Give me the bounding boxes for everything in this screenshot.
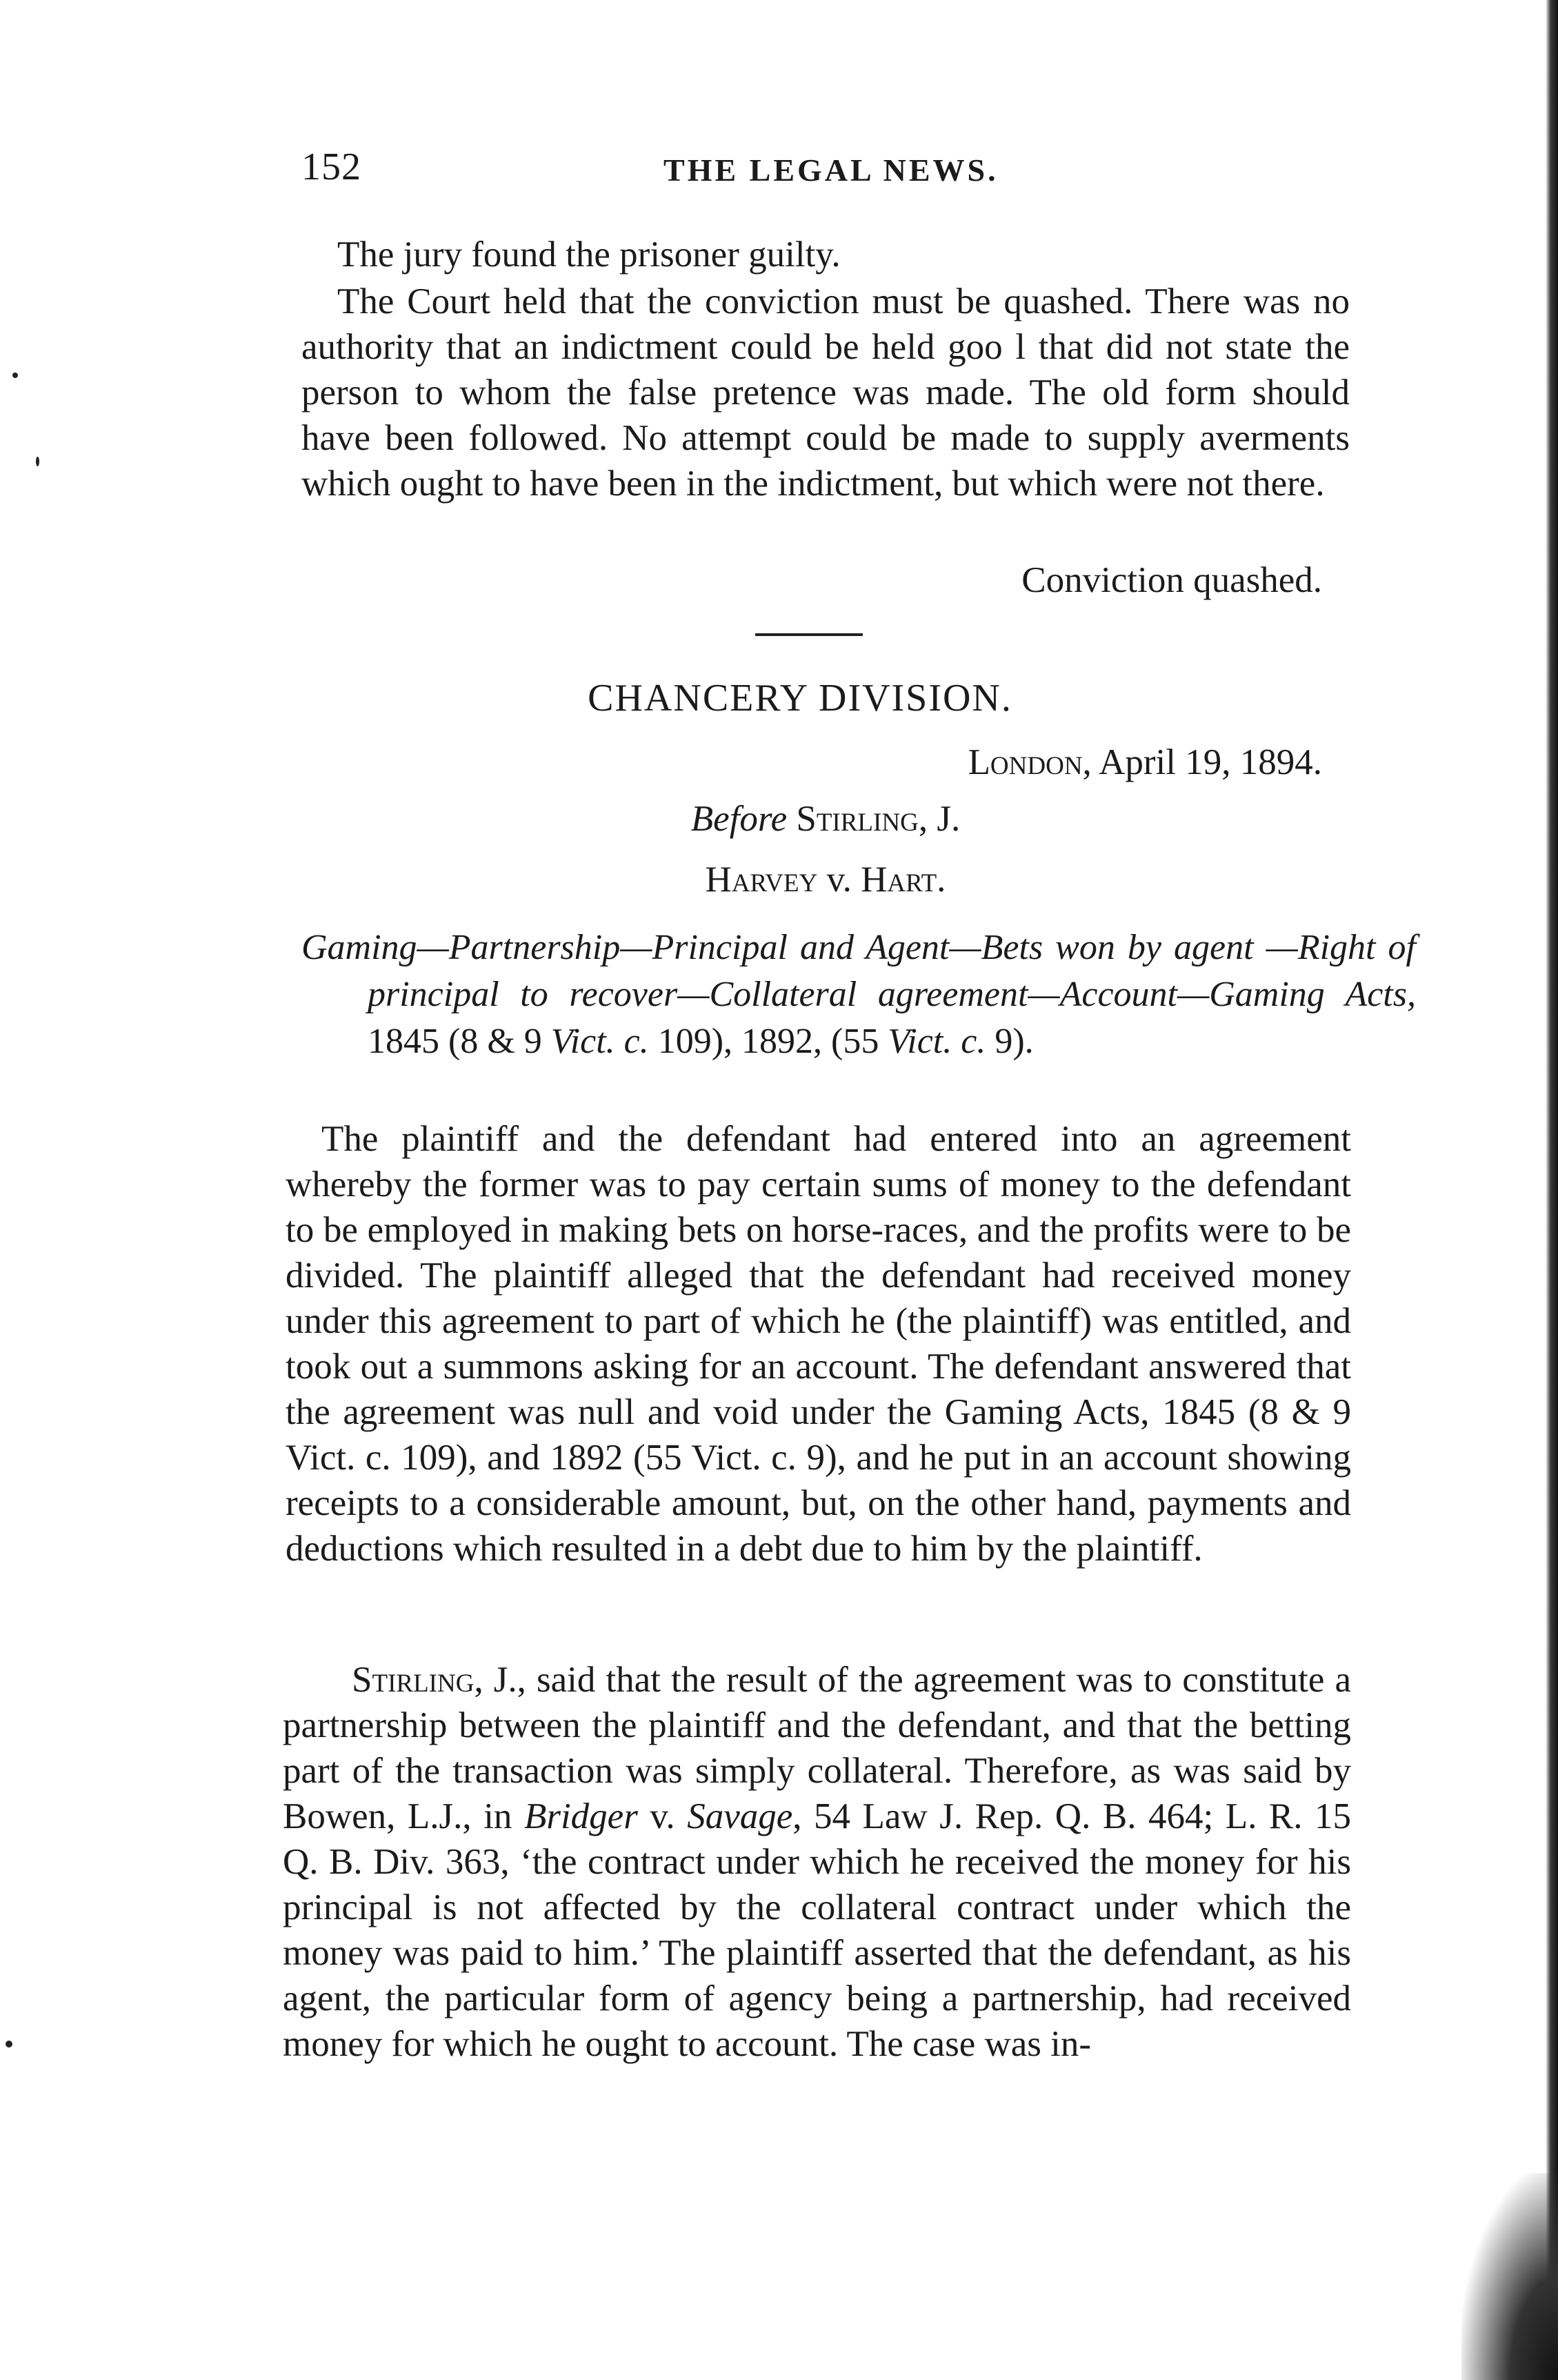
judgment-text-2: , 54 Law J. Rep. Q. B. 464; L. R. 15 Q. B. Div. 363, ‘the contract under which he received the money for his principal is not affected by the collateral contract under which the money was paid to him.’ The plaintiff asserted that the defendant, as his agent, the particular form of agency being a partnership, had received money for which he ought to account. The case was in-	[283, 1796, 1351, 2064]
speck	[6, 2041, 12, 2047]
venue-line	[301, 740, 1322, 785]
page-edge-shadow	[1546, 0, 1558, 2380]
corner-stain	[1461, 2173, 1558, 2380]
case-versus: v.	[817, 860, 861, 900]
venue-place: London	[968, 742, 1083, 782]
running-head	[301, 145, 1377, 200]
headnote-cite-1: 109), 1892, (55	[648, 1022, 888, 1061]
facts-paragraph: The plaintiff and the defendant had entered into an agreement whereby the former was to pay certain sums of money to the defendant to be employed in making bets on horse-races, and the profits were to be divided. The plaintiff alleged that the defendant had received money under this agreement to part of which he (the plaintiff) was entitled, and took out a summons asking for an account. The defendant answered that the agreement was null and void under the Gaming Acts, 1845 (8 & 9 Vict. c. 109), and 1892 (55 Vict. c. 9), and he put in an account showing receipts to a considerable amount, but, on the other hand, payments and deductions which resulted in a debt due to him by the plaintiff.	[286, 1119, 1351, 1569]
verdict-paragraph: The jury found the prisoner guilty.	[337, 235, 841, 275]
headnote-vict-2: Vict. c.	[888, 1022, 986, 1061]
bench-line	[301, 796, 1350, 842]
venue-date: , April 19, 1894.	[1082, 742, 1322, 782]
page-number: 152	[301, 146, 361, 188]
judgment-judge: Stirling	[352, 1660, 475, 1700]
headnote	[301, 924, 1416, 1065]
case-defendant: Hart.	[861, 860, 946, 900]
cited-case-plaintiff: Bridger	[523, 1796, 638, 1836]
result-line: Conviction quashed.	[1021, 560, 1322, 600]
bench-suffix: , J.	[918, 799, 961, 839]
cited-case-versus: v.	[637, 1796, 688, 1836]
headnote-subjects: Gaming—Partnership—Principal and Agent—Bets won by agent —Right of principal to recover—Collateral agreement—Account—Gaming Acts,	[301, 928, 1416, 1014]
division-heading: CHANCERY DIVISION.	[588, 677, 1012, 720]
headnote-cite-2: 9).	[986, 1022, 1034, 1061]
headnote-year: 1845 (8 & 9	[368, 1022, 551, 1061]
headnote-vict-1: Vict. c.	[550, 1022, 649, 1061]
cited-case-defendant: Savage	[687, 1796, 793, 1836]
bench-prefix: Before	[690, 799, 788, 839]
journal-title: THE LEGAL NEWS.	[663, 152, 999, 188]
case-name	[301, 857, 1350, 902]
speck	[12, 373, 18, 378]
judgment-paragraph	[283, 1657, 1351, 2067]
bench-judge: Stirling	[796, 799, 919, 839]
section-divider	[755, 633, 863, 636]
court-holding-paragraph: The Court held that the conviction must be quashed. There was no authority that an indictment could be held goo l that did not state the person to whom the false pretence was made. The old form should have been followed. No attempt could be made to supply averments which ought to have been in the indictment, but which were not there.	[301, 281, 1350, 504]
judgment-text-1: , J., said that the result of the agreement was to constitute a partnership between the plaintiff and the defendant, and that the betting part of the transaction was simply collateral. Therefore, as was said by Bowen, L.J., in	[283, 1660, 1351, 1836]
case-plaintiff: Harvey	[705, 860, 818, 900]
speck	[36, 457, 39, 466]
